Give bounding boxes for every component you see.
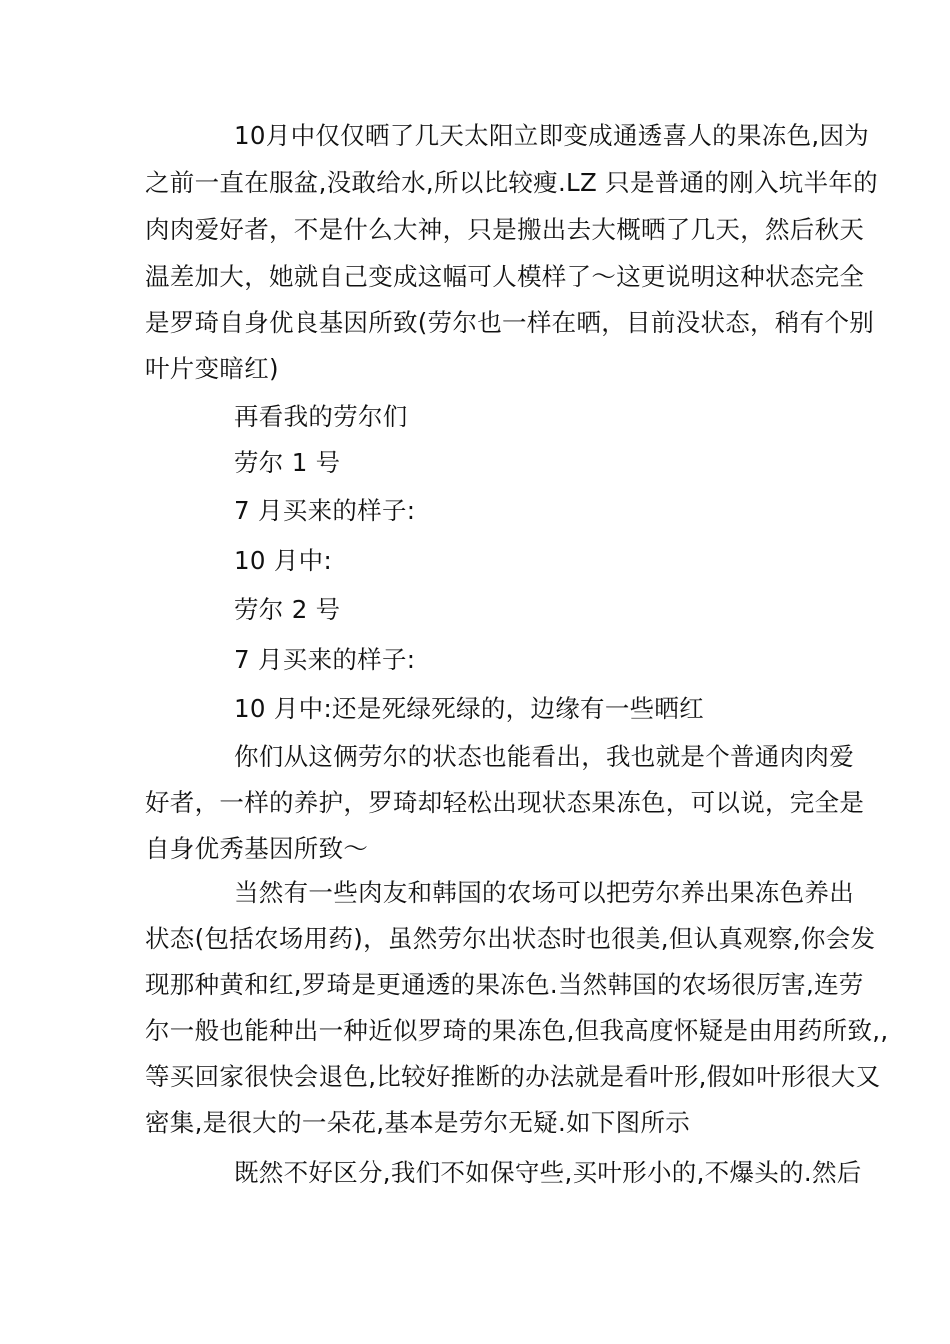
text-line: 肉肉爱好者，不是什么大神，只是搬出去大概晒了几天，然后秋天	[145, 215, 865, 244]
text-line: 好者，一样的养护，罗琦却轻松出现状态果冻色，可以说，完全是	[145, 788, 865, 817]
text-line: 10月中仅仅晒了几天太阳立即变成通透喜人的果冻色,因为	[234, 121, 870, 150]
text-line: 7 月买来的样子:	[234, 496, 416, 525]
text-line: 既然不好区分,我们不如保守些,买叶形小的,不爆头的.然后	[234, 1158, 862, 1187]
text-line: 劳尔 1 号	[234, 448, 341, 477]
text-line: 温差加大，她就自己变成这幅可人模样了～这更说明这种状态完全	[145, 262, 865, 291]
text-line: 劳尔 2 号	[234, 595, 341, 624]
text-line: 等买回家很快会退色,比较好推断的办法就是看叶形,假如叶形很大又	[145, 1062, 881, 1091]
text-line: 7 月买来的样子:	[234, 645, 416, 674]
text-line: 再看我的劳尔们	[234, 402, 408, 431]
text-line: 状态(包括农场用药)，虽然劳尔出状态时也很美,但认真观察,你会发	[145, 924, 876, 953]
text-line: 密集,是很大的一朵花,基本是劳尔无疑.如下图所示	[145, 1108, 691, 1137]
text-line: 10 月中:	[234, 546, 333, 575]
text-line: 尔一般也能种出一种近似罗琦的果冻色,但我高度怀疑是由用药所致,,	[145, 1016, 889, 1045]
text-line: 你们从这俩劳尔的状态也能看出，我也就是个普通肉肉爱	[234, 742, 854, 771]
text-line: 之前一直在服盆,没敢给水,所以比较瘦.LZ 只是普通的刚入坑半年的	[145, 168, 878, 197]
text-line: 叶片变暗红)	[145, 354, 279, 383]
text-line: 现那种黄和红,罗琦是更通透的果冻色.当然韩国的农场很厉害,连劳	[145, 970, 864, 999]
text-line: 当然有一些肉友和韩国的农场可以把劳尔养出果冻色养出	[234, 878, 854, 907]
text-line: 是罗琦自身优良基因所致(劳尔也一样在晒，目前没状态，稍有个别	[145, 308, 875, 337]
text-line: 自身优秀基因所致～	[145, 834, 369, 863]
text-line: 10 月中:还是死绿死绿的，边缘有一些晒红	[234, 694, 705, 723]
